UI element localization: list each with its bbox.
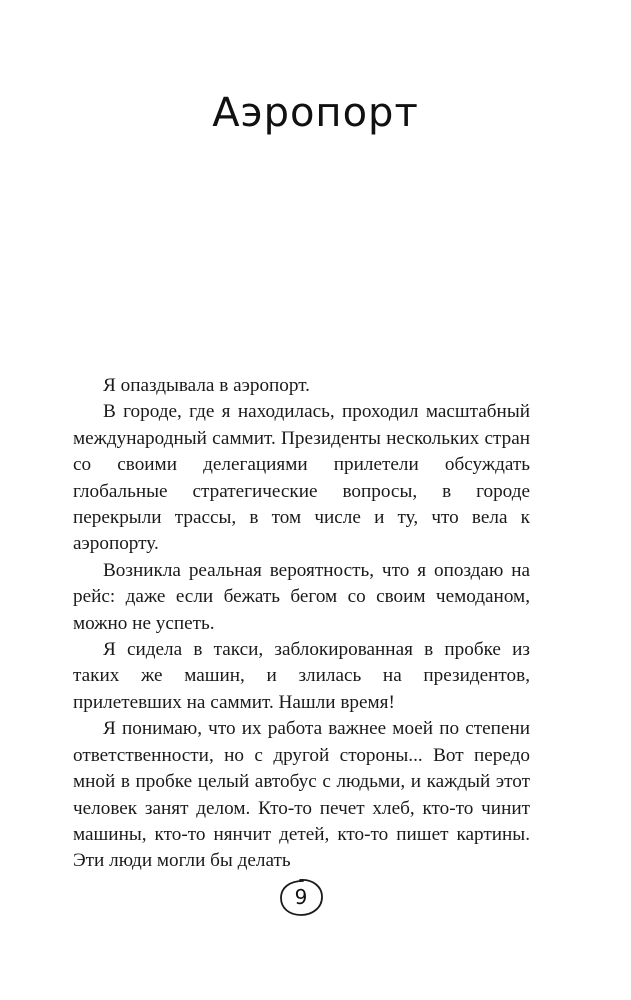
paragraph: В городе, где я находилась, проходил масштабный международный саммит. Президенты нескольких стран со своими делегациями прилетели обсуждать глобальные стратегические вопросы, в городе перекрыли трассы, в том числе и ту, что вела к аэропорту. — [73, 401, 530, 555]
chapter-title: Аэропорт — [212, 90, 419, 136]
page-number-badge — [276, 876, 326, 918]
body-text — [73, 373, 530, 875]
paragraph: Возникла реальная вероятность, что я опоздаю на рейс: даже если бежать бегом со своим чемоданом, можно не успеть. — [73, 559, 530, 634]
page-number: 9 — [294, 885, 308, 909]
paragraph: Я сидела в такси, заблокированная в пробке из таких же машин, и злилась на президентов, прилетевших на саммит. Нашли время! — [73, 639, 530, 713]
paragraph: Я опаздывала в аэропорт. — [103, 375, 310, 396]
paragraph: Я понимаю, что их работа важнее моей по степени ответственности, но с другой стороны... Вот передо мной в пробке целый автобус с людьми, и каждый этот человек занят делом. Кто-то печет хлеб, кто-то чинит машины, кто-то нянчит детей, кто-то пишет картины. Эти люди могли бы делать — [73, 718, 530, 872]
